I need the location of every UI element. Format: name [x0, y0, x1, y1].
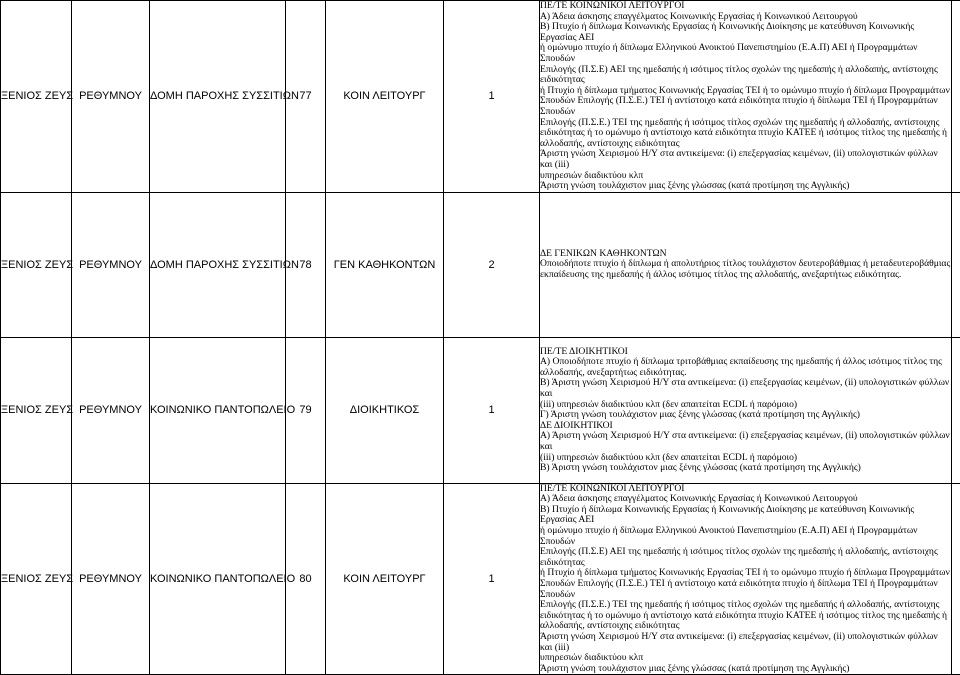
requirement-line: Επιλογής (Π.Σ.Ε.) ΤΕΙ της ημεδαπής ή ισότιμος τίτλος σχολών της ημεδαπής ή αλλοδαπής, αντίστοιχης: [540, 600, 951, 611]
requirement-line: υπηρεσιών διαδικτύου κλπ: [540, 653, 951, 664]
requirement-line: αλλοδαπής, ανεξαρτήτως ειδικότητας.: [540, 368, 951, 379]
requirement-line: Α) Άδεια άσκησης επαγγέλματος Κοινωνικής Εργασίας ή Κοινωνικού Λειτουργού: [540, 12, 951, 23]
table-row: [1, 1, 960, 193]
requirement-line: Β) Πτυχίο ή δίπλωμα Κοινωνικής Εργασίας ή Κοινωνικής Διοίκησης με κατεύθυνση Κοινωνικής Εργασίας ΑΕΙ: [540, 505, 951, 526]
requirement-line: εκπαίδευσης της ημεδαπής ή άλλος ισότιμος τίτλος της αλλοδαπής, ανεξαρτήτως ειδικότητας.: [540, 270, 951, 281]
trailing-cell: [952, 1, 960, 193]
structure-cell: ΚΟΙΝΩΝΙΚΟ ΠΑΝΤΟΠΩΛΕΙΟ: [150, 483, 286, 675]
specialty-cell: ΚΟΙΝ ΛΕΙΤΟΥΡΓ: [326, 1, 444, 193]
code-cell: 77: [286, 1, 326, 193]
table-row: [1, 337, 960, 483]
requirement-line: ΠΕ/ΤΕ ΚΟΙΝΩΝΙΚΟΙ ΛΕΙΤΟΥΡΓΟΙ: [540, 1, 951, 12]
requirement-line: Άριστη γνώση Χειρισμού Η/Υ στα αντικείμενα: (i) επεξεργασίας κειμένων, (ii) υπολογιστικών φύλλων και (iii): [540, 632, 951, 653]
region-cell: ΞΕΝΙΟΣ ΖΕΥΣ: [1, 337, 72, 483]
structure-cell: ΔΟΜΗ ΠΑΡΟΧΗΣ ΣΥΣΣΙΤΙΩΝ: [150, 192, 286, 337]
structure-cell: ΚΟΙΝΩΝΙΚΟ ΠΑΝΤΟΠΩΛΕΙΟ: [150, 337, 286, 483]
trailing-cell: [952, 192, 960, 337]
table-row: [1, 192, 960, 337]
specialty-cell: ΚΟΙΝ ΛΕΙΤΟΥΡΓ: [326, 483, 444, 675]
city-cell: ΡΕΘΥΜΝΟΥ: [72, 1, 150, 193]
requirement-line: Άριστη γνώση τουλάχιστον μιας ξένης γλώσσας (κατά προτίμηση της Αγγλικής): [540, 664, 951, 675]
requirements-cell: [540, 337, 952, 483]
requirement-line: Α) Οποιοδήποτε πτυχίο ή δίπλωμα τριτοβάθμιας εκπαίδευσης της ημεδαπής ή άλλος ισότιμος τίτλος της: [540, 357, 951, 368]
region-cell: ΞΕΝΙΟΣ ΖΕΥΣ: [1, 192, 72, 337]
city-cell: ΡΕΘΥΜΝΟΥ: [72, 337, 150, 483]
requirement-line: Γ) Άριστη γνώση τουλάχιστον μιας ξένης γλώσσας (κατά προτίμηση της Αγγλικής): [540, 410, 951, 421]
code-cell: 79: [286, 337, 326, 483]
requirement-line: ΔΕ ΓΕΝΙΚΩΝ ΚΑΘΗΚΟΝΤΩΝ: [540, 249, 951, 260]
code-cell: 78: [286, 192, 326, 337]
requirement-line: ειδικότητας: [540, 75, 951, 86]
specialty-cell: ΔΙΟΙΚΗΤΙΚΟΣ: [326, 337, 444, 483]
requirements-cell: [540, 192, 952, 337]
requirement-line: ειδικότητας ή το ομώνυμο ή αντίστοιχο κατά ειδικότητα πτυχίο ΚΑΤΕΕ ή ισότιμος τίτλος της ημεδαπής ή: [540, 128, 951, 139]
requirement-line: (iii) υπηρεσιών διαδικτύου κλπ (δεν απαιτείται ECDL ή παρόμοιο): [540, 400, 951, 411]
city-cell: ΡΕΘΥΜΝΟΥ: [72, 192, 150, 337]
requirement-line: υπηρεσιών διαδικτύου κλπ: [540, 171, 951, 182]
requirement-line: Επιλογής (Π.Σ.Ε.) ΤΕΙ της ημεδαπής ή ισότιμος τίτλος σχολών της ημεδαπής ή αλλοδαπής, αντίστοιχης: [540, 118, 951, 129]
requirement-line: ΠΕ/ΤΕ ΔΙΟΙΚΗΤΙΚΟΙ: [540, 347, 951, 358]
count-cell: 1: [444, 1, 540, 193]
count-cell: 1: [444, 337, 540, 483]
requirement-line: ΠΕ/ΤΕ ΚΟΙΝΩΝΙΚΟΙ ΛΕΙΤΟΥΡΓΟΙ: [540, 484, 951, 495]
requirement-line: Α) Άριστη γνώση Χειρισμού Η/Υ στα αντικείμενα: (i) επεξεργασίας κειμένων, (ii) υπολογιστικών φύλλων και: [540, 431, 951, 452]
code-cell: 80: [286, 483, 326, 675]
requirement-line: αλλοδαπής, αντίστοιχης ειδικότητας: [540, 621, 951, 632]
requirement-line: ειδικότητας: [540, 558, 951, 569]
requirements-cell: [540, 483, 952, 675]
requirement-line: ή Πτυχίο ή δίπλωμα τμήματος Κοινωνικής Εργασίας ΤΕΙ ή το ομώνυμο πτυχίο ή δίπλωμα Προγραμμάτων: [540, 568, 951, 579]
requirement-line: ειδικότητας ή το ομώνυμο ή αντίστοιχο κατά ειδικότητα πτυχίο ΚΑΤΕΕ ή ισότιμος τίτλος της ημεδαπής ή: [540, 611, 951, 622]
requirement-line: ή ομώνυμο πτυχίο ή δίπλωμα Ελληνικού Ανοικτού Πανεπιστημίου (Ε.Α.Π) ΑΕΙ ή Προγραμμάτων Σπουδών: [540, 526, 951, 547]
requirement-line: ΔΕ ΔΙΟΙΚΗΤΙΚΟΙ: [540, 421, 951, 432]
region-cell: ΞΕΝΙΟΣ ΖΕΥΣ: [1, 1, 72, 193]
requirements-cell: [540, 1, 952, 193]
requirement-line: Σπουδών Επιλογής (Π.Σ.Ε.) ΤΕΙ ή αντίστοιχο κατά ειδικότητα πτυχίο ή δίπλωμα ΤΕΙ ή Προγραμμάτων Σπουδών: [540, 96, 951, 117]
requirement-line: Άριστη γνώση τουλάχιστον μιας ξένης γλώσσας (κατά προτίμηση της Αγγλικής): [540, 181, 951, 192]
requirement-line: Άριστη γνώση Χειρισμού Η/Υ στα αντικείμενα: (i) επεξεργασίας κειμένων, (ii) υπολογιστικών φύλλων και (iii): [540, 149, 951, 170]
requirement-line: Β) Πτυχίο ή δίπλωμα Κοινωνικής Εργασίας ή Κοινωνικής Διοίκησης με κατεύθυνση Κοινωνικής Εργασίας ΑΕΙ: [540, 22, 951, 43]
specialty-cell: ΓΕΝ ΚΑΘΗΚΟΝΤΩΝ: [326, 192, 444, 337]
requirement-line: ή ομώνυμο πτυχίο ή δίπλωμα Ελληνικού Ανοικτού Πανεπιστημίου (Ε.Α.Π) ΑΕΙ ή Προγραμμάτων Σπουδών: [540, 43, 951, 64]
count-cell: 2: [444, 192, 540, 337]
requirement-line: (iii) υπηρεσιών διαδικτύου κλπ (δεν απαιτείται ECDL ή παρόμοιο): [540, 453, 951, 464]
trailing-cell: [952, 337, 960, 483]
requirement-line: Σπουδών Επιλογής (Π.Σ.Ε.) ΤΕΙ ή αντίστοιχο κατά ειδικότητα πτυχίο ή δίπλωμα ΤΕΙ ή Προγραμμάτων Σπουδών: [540, 579, 951, 600]
requirement-line: Β) Άριστη γνώση Χειρισμού Η/Υ στα αντικείμενα: (i) επεξεργασίας κειμένων, (ii) υπολογιστικών φύλλων και: [540, 378, 951, 399]
trailing-cell: [952, 483, 960, 675]
city-cell: ΡΕΘΥΜΝΟΥ: [72, 483, 150, 675]
requirement-line: Οποιοδήποτε πτυχίο ή δίπλωμα ή απολυτήριος τίτλος τουλάχιστον δευτεροβάθμιας ή μεταδευτεροβάθμιας: [540, 259, 951, 270]
requirement-line: Επιλογής (Π.Σ.Ε) ΑΕΙ της ημεδαπής ή ισότιμος τίτλος σχολών της ημεδαπής ή αλλοδαπής, αντίστοιχης: [540, 65, 951, 76]
requirement-line: Επιλογής (Π.Σ.Ε) ΑΕΙ της ημεδαπής ή ισότιμος τίτλος σχολών της ημεδαπής ή αλλοδαπής, αντίστοιχης: [540, 547, 951, 558]
requirement-line: Α) Άδεια άσκησης επαγγέλματος Κοινωνικής Εργασίας ή Κοινωνικού Λειτουργού: [540, 494, 951, 505]
requirement-line: Β) Άριστη γνώση τουλάχιστον μιας ξένης γλώσσας (κατά προτίμηση της Αγγλικής): [540, 463, 951, 474]
requirement-line: αλλοδαπής, αντίστοιχης ειδικότητας: [540, 139, 951, 150]
count-cell: 1: [444, 483, 540, 675]
requirement-line: ή Πτυχίο ή δίπλωμα τμήματος Κοινωνικής Εργασίας ΤΕΙ ή το ομώνυμο πτυχίο ή δίπλωμα Προγραμμάτων: [540, 86, 951, 97]
structure-cell: ΔΟΜΗ ΠΑΡΟΧΗΣ ΣΥΣΣΙΤΙΩΝ: [150, 1, 286, 193]
table-row: [1, 483, 960, 675]
region-cell: ΞΕΝΙΟΣ ΖΕΥΣ: [1, 483, 72, 675]
